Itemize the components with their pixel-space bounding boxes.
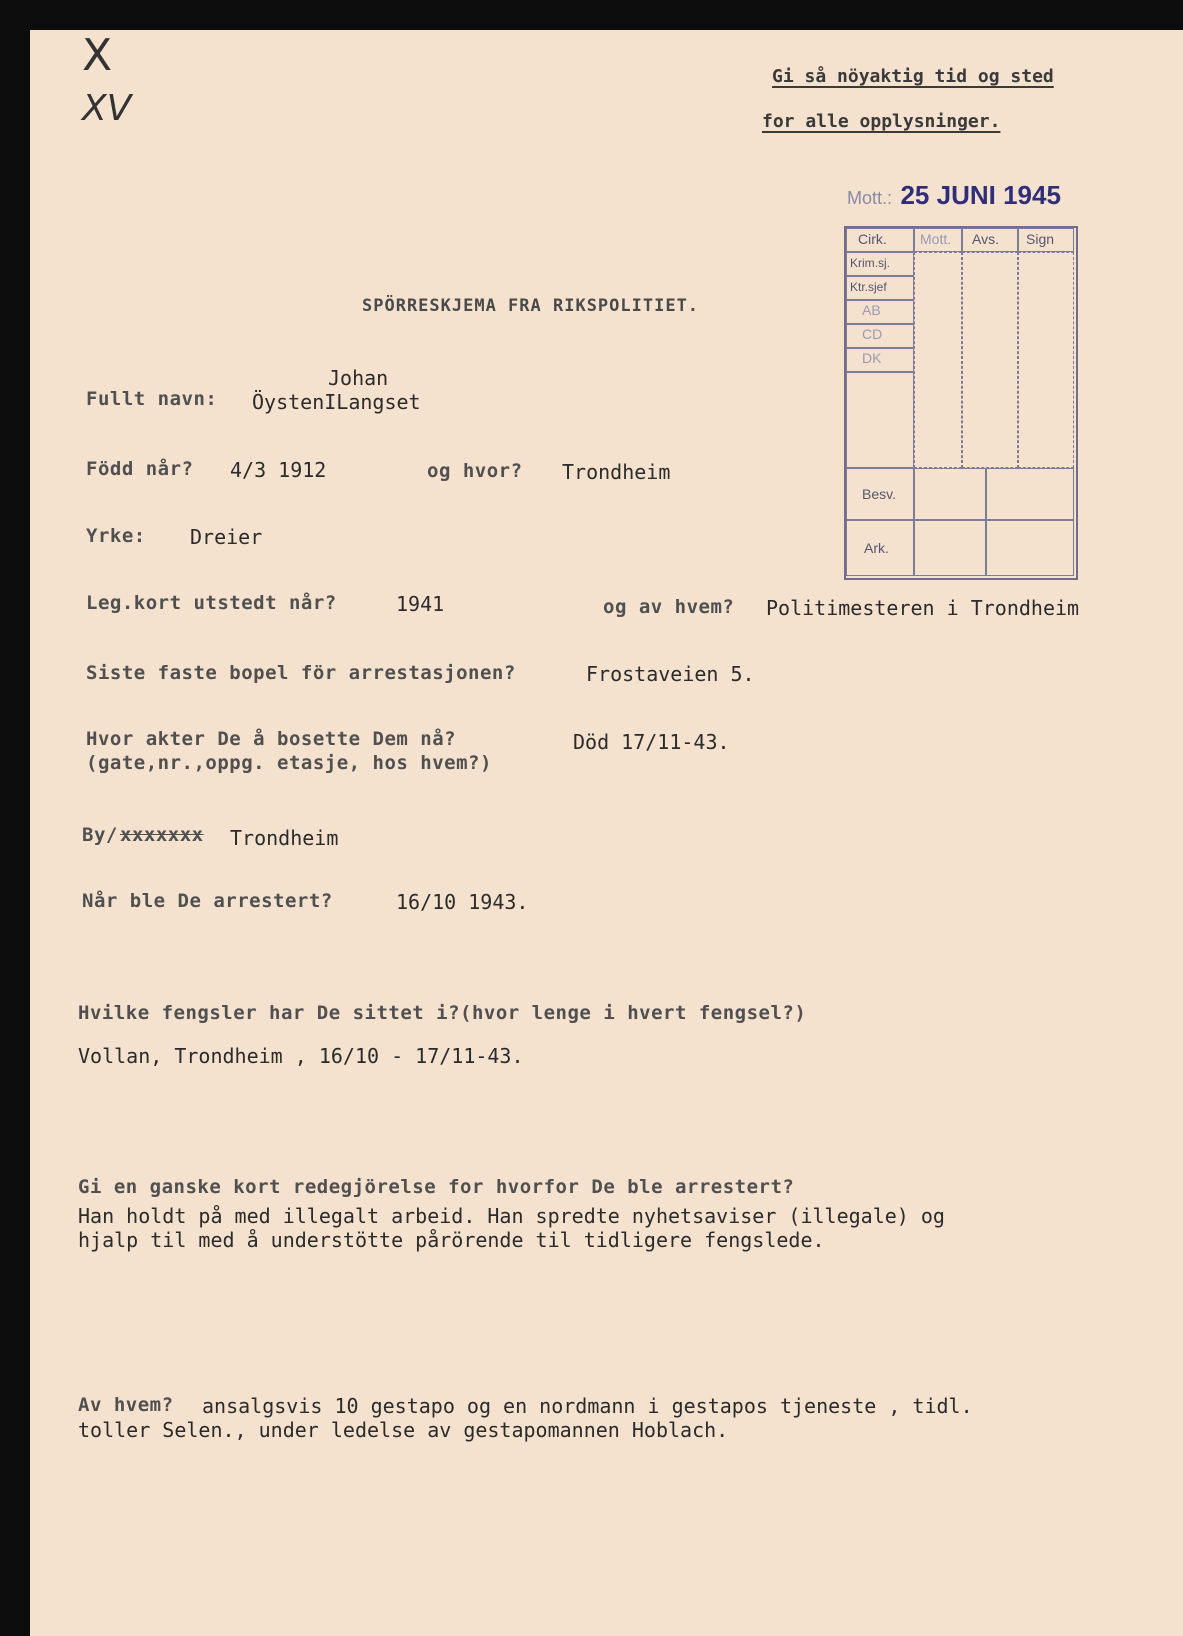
- city-label-struck: xxxxxxx: [120, 824, 204, 846]
- instruction-line-2: for alle opplysninger.: [762, 111, 1001, 132]
- stamp-row-ark: Ark.: [864, 540, 889, 556]
- stamp-col-sign: Sign: [1026, 231, 1055, 247]
- stamp-col-cirk: Cirk.: [858, 231, 887, 247]
- id-card-issuer: Politimesteren i Trondheim: [766, 596, 1080, 620]
- id-card-issuer-label: og av hvem?: [603, 596, 735, 618]
- by-whom-label: Av hvem?: [78, 1394, 174, 1416]
- born-where-label: og hvor?: [427, 460, 523, 482]
- prisons-label: Hvilke fengsler har De sittet i?(hvor lenge i hvert fengsel?): [78, 1002, 807, 1024]
- settle-label: Hvor akter De å bosette Dem nå?: [86, 728, 457, 750]
- arrested-label: Når ble De arrestert?: [82, 890, 333, 912]
- by-whom-line-1: ansalgsvis 10 gestapo og en nordmann i gestapos tjeneste , tidl.: [202, 1394, 973, 1418]
- stamp-row-besv: Besv.: [862, 486, 896, 502]
- reason-line-1: Han holdt på med illegalt arbeid. Han spredte nyhetsaviser (illegale) og: [78, 1204, 945, 1228]
- id-card-label: Leg.kort utstedt når?: [86, 592, 337, 614]
- settle-sublabel: (gate,nr.,oppg. etasje, hos hvem?): [86, 752, 492, 774]
- instruction-line-1: Gi så nöyaktig tid og sted: [772, 66, 1054, 87]
- by-whom-line-2: toller Selen., under ledelse av gestapomannen Hoblach.: [78, 1418, 729, 1442]
- stamp-col-avs: Avs.: [972, 231, 999, 247]
- born-when-value: 4/3 1912: [230, 458, 327, 482]
- last-residence-value: Frostaveien 5.: [586, 662, 755, 686]
- full-name-label: Fullt navn:: [86, 388, 218, 410]
- id-card-year: 1941: [396, 592, 445, 616]
- arrested-value: 16/10 1943.: [396, 890, 529, 914]
- full-name-value: ÖystenILangset: [252, 390, 421, 414]
- routing-stamp-box: [844, 226, 1078, 580]
- handwritten-mark-x: X: [82, 30, 113, 81]
- stamp-row-ktr: Ktr.sjef: [850, 280, 887, 294]
- stamp-row-cd: CD: [862, 326, 883, 342]
- born-where-value: Trondheim: [562, 460, 671, 484]
- reason-label: Gi en ganske kort redegjörelse for hvorfor De ble arrestert?: [78, 1176, 795, 1198]
- handwritten-mark-xv: XV: [82, 88, 132, 129]
- prisons-value: Vollan, Trondheim , 16/10 - 17/11-43.: [78, 1044, 524, 1068]
- born-when-label: Född når?: [86, 458, 194, 480]
- reason-line-2: hjalp til med å understötte pårörende til tidligere fengslede.: [78, 1228, 825, 1252]
- stamp-mott-label: Mott.:: [847, 188, 893, 208]
- stamp-row-dk: DK: [862, 350, 882, 366]
- page-title: SPÖRRESKJEMA FRA RIKSPOLITIET.: [362, 296, 700, 316]
- stamp-row-ab: AB: [862, 302, 881, 318]
- last-residence-label: Siste faste bopel för arrestasjonen?: [86, 662, 516, 684]
- settle-value: Död 17/11-43.: [573, 730, 730, 754]
- occupation-value: Dreier: [190, 525, 263, 549]
- occupation-label: Yrke:: [86, 525, 146, 547]
- stamp-row-krim: Krim.sj.: [850, 256, 890, 270]
- stamp-col-mott: Mott.: [920, 231, 952, 247]
- received-stamp: [847, 180, 1061, 211]
- city-label-prefix: By/: [82, 824, 118, 846]
- city-value: Trondheim: [230, 826, 339, 850]
- stamp-date: 25 JUNI 1945: [900, 180, 1061, 210]
- full-name-first: Johan: [328, 366, 389, 390]
